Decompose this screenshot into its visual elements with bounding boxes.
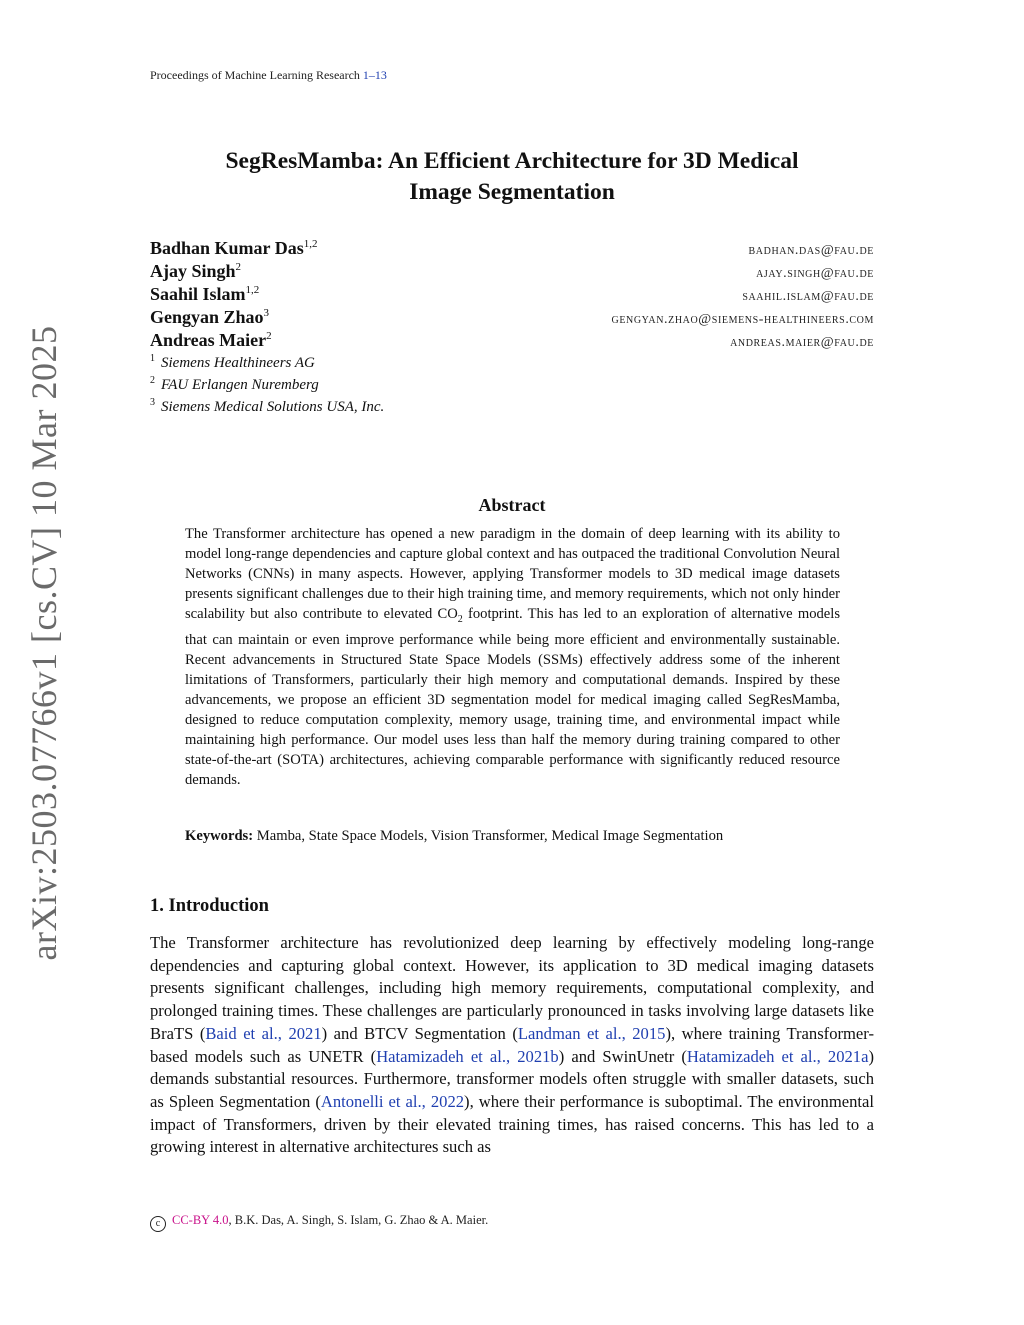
affiliation: $^2$ FAU Erlangen Nuremberg: [150, 375, 319, 393]
copyright-icon: c: [150, 1216, 166, 1232]
author-row: [150, 261, 874, 284]
author-email[interactable]: ajay.singh@fau.de: [756, 266, 874, 281]
author-email[interactable]: badhan.das@fau.de: [748, 243, 874, 258]
citation-link[interactable]: Hatamizadeh et al., 2021b: [376, 1046, 559, 1066]
license-footer: [150, 1213, 488, 1232]
title-line-1: SegResMamba: An Efficient Architecture for 3D Medical: [225, 148, 799, 174]
author-row: [150, 307, 874, 330]
arxiv-identifier: arXiv:2503.07766v1 [cs.CV] 10 Mar 2025: [24, 325, 64, 961]
section-heading-introduction: 1. Introduction: [150, 896, 269, 916]
affiliation: $^1$ Siemens Healthineers AG: [150, 353, 315, 371]
author-row: [150, 330, 874, 353]
keywords-text: Mamba, State Space Models, Vision Transformer, Medical Image Segmentation: [253, 828, 724, 844]
keywords-label: Keywords:: [185, 828, 254, 844]
citation-link[interactable]: Baid et al., 2021: [205, 1023, 322, 1043]
page-range-link[interactable]: 1–13: [362, 68, 387, 82]
abstract-text: The Transformer architecture has opened a new paradigm in the domain of deep learning with its ability to model long-range dependencies and capture global context and has outpaced the traditional Convolution Neural Networks (CNNs) in many aspects. However, applying Transformer models to 3D medical image datasets presents significant challenges due to their high training time, and memory requirements, which not only hinder scalability but also contribute to elevated $CO_2$ footprint. This has led to an exploration of alternative models that can maintain or even improve performance while being more efficient and environmentally sustainable. Recent advancements in Structured State Space Models (SSMs) effectively address some of the inherent limitations of Transformers, particularly their high memory and computational demands. Inspired by these advancements, we propose an efficient 3D segmentation model for medical imaging called SegResMamba, designed to reduce computation complexity, memory usage, training time, and environmental impact while maintaining high performance. Our model uses less than half the memory during training compared to other state-of-the-art (SOTA) architectures, achieving comparable performance with significantly reduced resource demands.: [185, 526, 840, 788]
footer-authors: , B.K. Das, A. Singh, S. Islam, G. Zhao & A. Maier.: [228, 1213, 489, 1227]
paper-title: [150, 146, 874, 208]
license-link[interactable]: CC-BY 4.0: [172, 1213, 229, 1227]
citation-link[interactable]: Antonelli et al., 2022: [320, 1091, 465, 1111]
keywords: [185, 826, 840, 846]
abstract-heading: Abstract: [478, 495, 546, 515]
author-row: [150, 238, 874, 261]
author-email[interactable]: gengyan.zhao@siemens-healthineers.com: [611, 312, 874, 327]
author-name: Badhan Kumar Das$^{1,2}$: [150, 238, 318, 258]
affiliation: $^3$ Siemens Medical Solutions USA, Inc.: [150, 397, 385, 415]
citation-link[interactable]: Hatamizadeh et al., 2021a: [686, 1046, 869, 1066]
author-block: [150, 238, 874, 419]
author-row: [150, 284, 874, 307]
introduction-paragraph: The Transformer architecture has revolutionized deep learning by effectively modeling long-range dependencies and capturing global context. However, its application to 3D medical imaging datasets presents significant challenges, including high memory requirements, computational complexity, and prolonged training times. These challenges are particularly pronounced in tasks involving large datasets like BraTS (Baid et al., 2021) and BTCV Segmentation (Landman et al., 2015), where training Transformer-based models such as UNETR (Hatamizadeh et al., 2021b) and SwinUnetr (Hatamizadeh et al., 2021a) demands substantial resources. Furthermore, transformer models often struggle with smaller datasets, such as Spleen Segmentation (Antonelli et al., 2022), where their performance is suboptimal. The environmental impact of Transformers, driven by their elevated training times, has raised concerns. This has led to a growing interest in alternative architectures such as: [150, 933, 875, 1157]
citation-link[interactable]: Landman et al., 2015: [517, 1023, 666, 1043]
running-head-text: Proceedings of Machine Learning Research: [150, 68, 363, 82]
author-name: Gengyan Zhao$^3$: [150, 307, 270, 327]
author-name: Saahil Islam$^{1,2}$: [150, 284, 260, 304]
running-head: [150, 68, 387, 83]
arxiv-sidebar: [14, 325, 74, 961]
author-name: Andreas Maier$^2$: [150, 330, 272, 350]
title-line-2: Image Segmentation: [409, 179, 615, 205]
author-email[interactable]: saahil.islam@fau.de: [742, 289, 874, 304]
author-name: Ajay Singh$^2$: [150, 261, 242, 281]
author-email[interactable]: andreas.maier@fau.de: [730, 335, 874, 350]
